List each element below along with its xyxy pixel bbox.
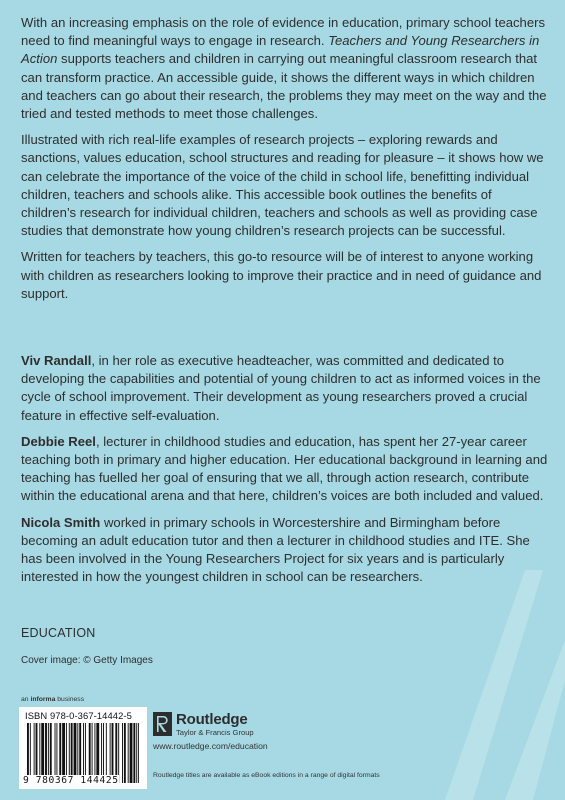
barcode-bar — [92, 723, 93, 783]
author-bio-text: , lecturer in childhood studies and education, has spent her 27-year career teaching both in primary and higher education. Her educational background in learning and teaching has fuelled her goal of ensuring that we all, through action research, contribute within the educational arena and that here, children’s voices are both included and valued. — [21, 433, 548, 504]
barcode-bar — [30, 723, 31, 783]
subject-category: EDUCATION — [21, 626, 96, 640]
barcode-bar — [62, 723, 65, 783]
barcode-bar — [96, 723, 99, 783]
ebook-note: Routledge titles are available as eBook editions in a range of digital formats — [153, 772, 380, 779]
routledge-logo-icon — [153, 712, 172, 736]
description-p1-start: With an increasing emphasis on the role of evidence in education, primary school teachers need to find meaningful ways to engage in research. — [21, 15, 546, 49]
publisher-url: www.routledge.com/education — [153, 741, 268, 751]
author-bio — [21, 352, 549, 425]
barcode-bar — [115, 723, 117, 783]
barcode-bar — [110, 723, 111, 783]
barcode-bar — [45, 723, 47, 783]
barcode-bar — [56, 723, 57, 783]
description-paragraph-1 — [21, 14, 549, 123]
barcode-bar — [130, 723, 133, 783]
informa-business-tag: an informa business — [21, 696, 85, 703]
isbn-barcode — [19, 707, 147, 789]
barcode-bar — [112, 723, 114, 783]
barcode-bar — [124, 723, 126, 783]
barcode-bar — [89, 723, 91, 783]
description-p1-end: supports teachers and children in carrying out meaningful classroom research that can transform practice. An accessible guide, it shows the different ways in which children and teachers can go about their research, the problems they may meet on the way and the tried and tested methods to meet those challenges. — [21, 51, 547, 122]
barcode-digits: 9 780367 144425 — [23, 775, 119, 786]
barcode-bar — [36, 723, 38, 783]
publisher-group: Taylor & Francis Group — [176, 728, 254, 737]
barcode-bar — [103, 723, 104, 783]
barcode-bar — [94, 723, 95, 783]
barcode-bars — [27, 723, 139, 783]
barcode-bar — [27, 723, 29, 783]
author-bios — [21, 352, 549, 594]
barcode-bar — [101, 723, 102, 783]
description-paragraph-2: Illustrated with rich real-life examples of research projects – exploring rewards and sanctions, values education, school structures and reading for pleasure – it shows how we can celebrate the importance of the voice of the child in school life, benefitting individual children, teachers and schools alike. This accessible book outlines the benefits of children’s research for individual children, teachers and schools as well as providing case studies that demonstrate how young children’s research projects can be successful. — [21, 132, 544, 239]
barcode-bar — [77, 723, 78, 783]
informa-brand: informa — [30, 696, 56, 703]
barcode-bar — [69, 723, 70, 783]
barcode-bar — [59, 723, 61, 783]
book-title-italic: Teachers and Young Researchers in Action — [21, 33, 540, 67]
cover-image-credit: Cover image: © Getty Images — [21, 655, 153, 666]
barcode-bar — [122, 723, 123, 783]
author-bio-text: worked in primary schools in Worcestershire and Birmingham before becoming an adult education tutor and then a lecturer in childhood studies and ITE. She has been involved in the Young Researchers Project for six years and is particularly interested in how the youngest children in school can be researchers. — [21, 514, 530, 585]
barcode-bar — [79, 723, 81, 783]
barcode-bar — [50, 723, 52, 783]
barcode-bar — [128, 723, 129, 783]
barcode-bar — [41, 723, 44, 783]
barcode-bar — [66, 723, 67, 783]
publisher-name: Routledge — [176, 711, 248, 728]
barcode-bar — [34, 723, 35, 783]
barcode-bar — [74, 723, 77, 783]
barcode-bar — [136, 723, 137, 783]
barcode-bar — [48, 723, 49, 783]
barcode-bar — [39, 723, 40, 783]
barcode-bar — [83, 723, 84, 783]
author-name: Nicola Smith — [21, 514, 101, 530]
author-bio-text: , in her role as executive headteacher, was committed and dedicated to developing the capabilities and potential of young children to act as informed voices in the cycle of school improvement. Their development as young researchers proved a crucial feature in effective self-evaluation. — [21, 353, 541, 423]
author-name: Viv Randall — [21, 353, 92, 368]
author-bio — [21, 433, 549, 506]
barcode-bar — [55, 723, 56, 783]
barcode-bar — [85, 723, 86, 783]
barcode-bar — [71, 723, 73, 783]
barcode-bar — [118, 723, 119, 783]
barcode-bar — [138, 723, 139, 783]
book-description — [21, 14, 549, 311]
barcode-bar — [106, 723, 107, 783]
decorative-stripes — [425, 570, 565, 800]
description-paragraph-3: Written for teachers by teachers, this go-to resource will be of interest to anyone working with children as researchers looking to improve their practice and in need of guidance and support. — [21, 249, 542, 301]
author-name: Debbie Reel — [21, 433, 96, 449]
barcode-bar — [133, 723, 135, 783]
isbn-number: ISBN 978-0-367-14442-5 — [25, 710, 132, 721]
